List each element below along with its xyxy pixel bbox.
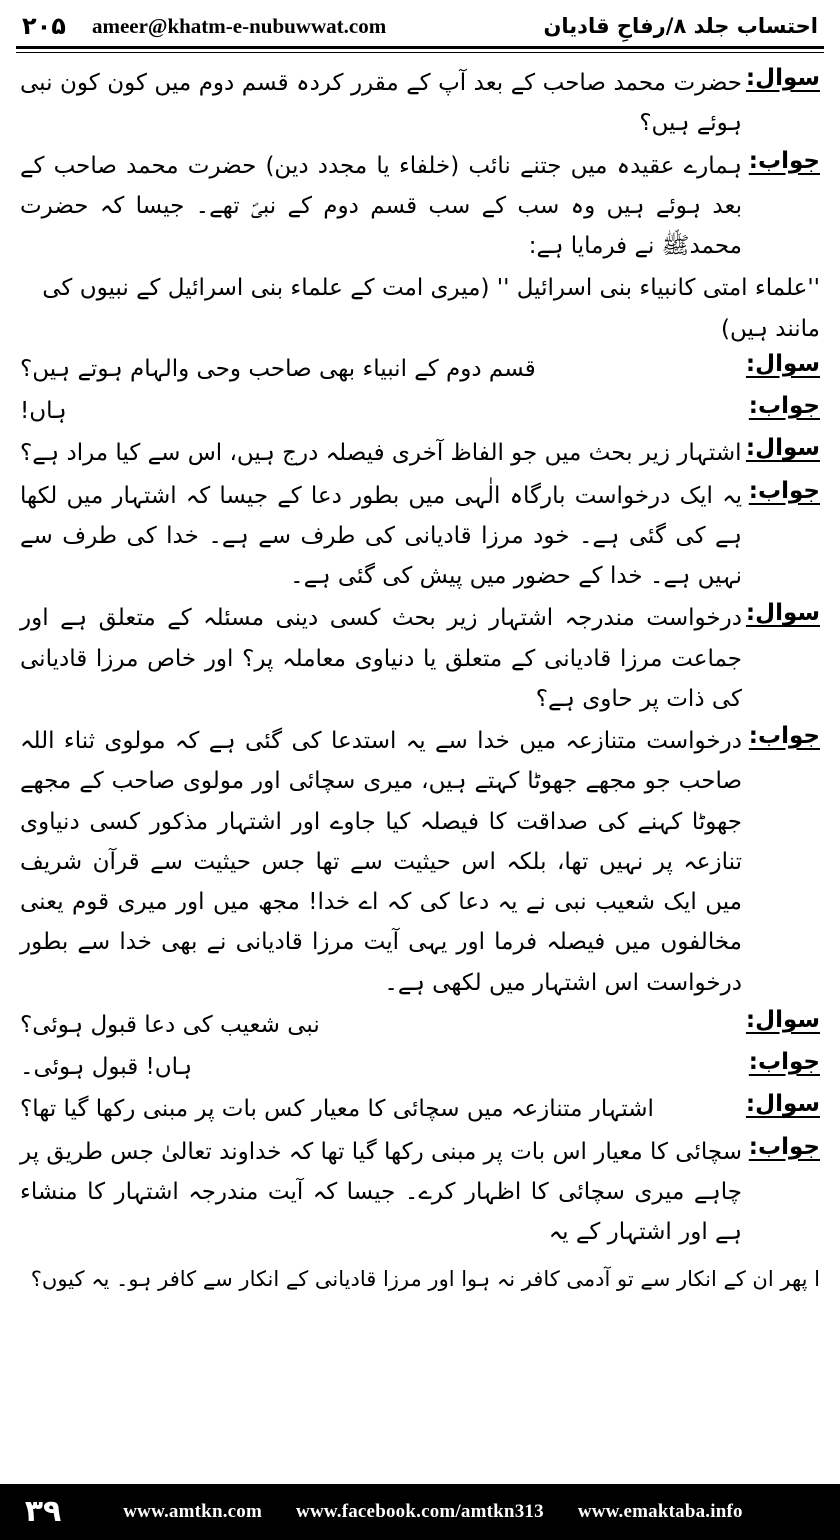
page-content (0, 53, 840, 1298)
qa-label: سوال: (745, 435, 820, 462)
qa-item (20, 1047, 820, 1087)
qa-text: یہ ایک درخواست بارگاہ الٰہی میں بطور دعا کے جیسا کہ اشتہار میں لکھا ہے کی گئی ہے۔ خود مرزا قادیانی کی طرف سے ہے۔ خدا کی طرف سے نہیں ہے۔ خدا کے حضور میں پیش کی گئی ہے۔ (20, 482, 742, 589)
qa-label: جواب: (748, 393, 820, 419)
header-book-title: احتساب جلد ۸/رفاحِ قادیان (543, 14, 818, 38)
qa-label: جواب: (748, 1133, 820, 1160)
qa-text: حضرت محمد صاحب کے بعد آپ کے مقرر کردہ قسم دوم میں کون کون نبی ہوئے ہیں؟ (20, 70, 742, 137)
page-header (0, 0, 840, 44)
qa-label: جواب: (748, 477, 820, 504)
footnote-text: ا پھر ان کے انکار سے تو آدمی کافر نہ ہوا اور مرزا قادیانی کے انکار سے کافر ہو۔ یہ کیوں؟ (30, 1267, 820, 1292)
footer-link-emaktaba[interactable]: www.emaktaba.info (577, 1501, 743, 1522)
qa-label: سوال: (745, 350, 820, 377)
qa-item (20, 146, 820, 267)
qa-item (20, 598, 820, 719)
qa-item (20, 63, 820, 144)
qa-item (20, 349, 820, 389)
qa-text: ہاں! قبول ہوئی۔ (20, 1054, 193, 1080)
qa-item (20, 1132, 820, 1253)
header-email: ameer@khatm-e-nubuwwat.com (91, 13, 387, 38)
footer-link-website[interactable]: www.amtkn.com (123, 1501, 263, 1522)
qa-label: سوال: (745, 600, 820, 627)
qa-label: جواب: (748, 1049, 820, 1075)
qa-text: اشتہار متنازعہ میں سچائی کا معیار کس بات پر مبنی رکھا گیا تھا؟ (20, 1096, 654, 1123)
qa-label: سوال: (745, 1006, 820, 1033)
qa-text: قسم دوم کے انبیاء بھی صاحب وحی والہام ہوتے ہیں؟ (20, 355, 536, 382)
qa-item (20, 391, 820, 431)
footer-links (86, 1501, 840, 1523)
footer-page-number: ۳۹ (24, 1494, 62, 1529)
qa-item (20, 1089, 820, 1129)
qa-label: جواب: (748, 723, 820, 749)
qa-item (20, 476, 820, 597)
qa-label: جواب: (748, 147, 820, 174)
qa-text: درخواست مندرجہ اشتہار زیر بحث کسی دینی مسئلہ کے متعلق ہے اور جماعت مرزا قادیانی کے متعلق یا دنیاوی معاملہ پر؟ اور خاص مرزا قادیانی کی ذات پر حاوی ہے؟ (20, 605, 742, 712)
qa-text: اشتہار زیر بحث میں جو الفاظ آخری فیصلہ درج ہیں، اس سے کیا مراد ہے؟ (20, 440, 742, 467)
qa-text: درخواست متنازعہ میں خدا سے یہ استدعا کی گئی ہے کہ مولوی ثناء اللہ صاحب جو مجھے جھوٹا کہتے ہیں، میری سچائی اور مولوی صاحب کے مجھے جھوٹا کہنے کی صداقت کا فیصلہ کیا جاوے اور اشتہار مذکور کسی دنیاوی تنازعہ پر نہیں تھا، بلکہ اس حیثیت سے تھا جس حیثیت سے قرآن شریف میں ایک شعیب نبی نے یہ دعا کی کہ اے خدا! مجھ میں اور میری قوم یعنی مخالفوں میں فیصلہ فرما اور یہی آیت مرزا قادیانی نے بھی خدا سے بطور درخواست اس اشتہار میں لکھی ہے۔ (20, 728, 742, 996)
header-divider-thick (16, 46, 824, 49)
page-footer (0, 1484, 840, 1540)
header-left-group (22, 12, 386, 40)
qa-item (20, 433, 820, 473)
qa-text: نبی شعیب کی دعا قبول ہوئی؟ (20, 1011, 320, 1038)
qa-label: سوال: (745, 65, 820, 91)
qa-text: ہاں! (20, 398, 67, 424)
hadith-quote-line: ''علماء امتی کانبیاء بنی اسرائیل '' (میری امت کے علماء بنی اسرائیل کے نبیوں کی مانند ہیں) (42, 275, 820, 342)
qa-item (20, 1005, 820, 1045)
qa-text: سچائی کا معیار اس بات پر مبنی رکھا گیا تھا کہ خداوند تعالیٰ جس طریق پر چاہے میری سچائی کا اظہار کرے۔ جیسا کہ آیت مندرجہ اشتہار کا منشاء ہے اور اشتہار کے یہ (20, 1138, 742, 1245)
qa-item (20, 721, 820, 1003)
qa-text: ہمارے عقیدہ میں جتنے نائب (خلفاء یا مجدد دین) حضرت محمد صاحب کے بعد ہوئے ہیں وہ سب کے سب قسم دوم کے نبیؐ تھے۔ جیسا کہ حضرت محمدﷺ نے فرمایا ہے: (20, 152, 742, 259)
header-page-number: ۲۰۵ (22, 12, 66, 40)
qa-label: سوال: (745, 1091, 820, 1118)
footer-link-facebook[interactable]: www.facebook.com/amtkn313 (296, 1501, 544, 1522)
